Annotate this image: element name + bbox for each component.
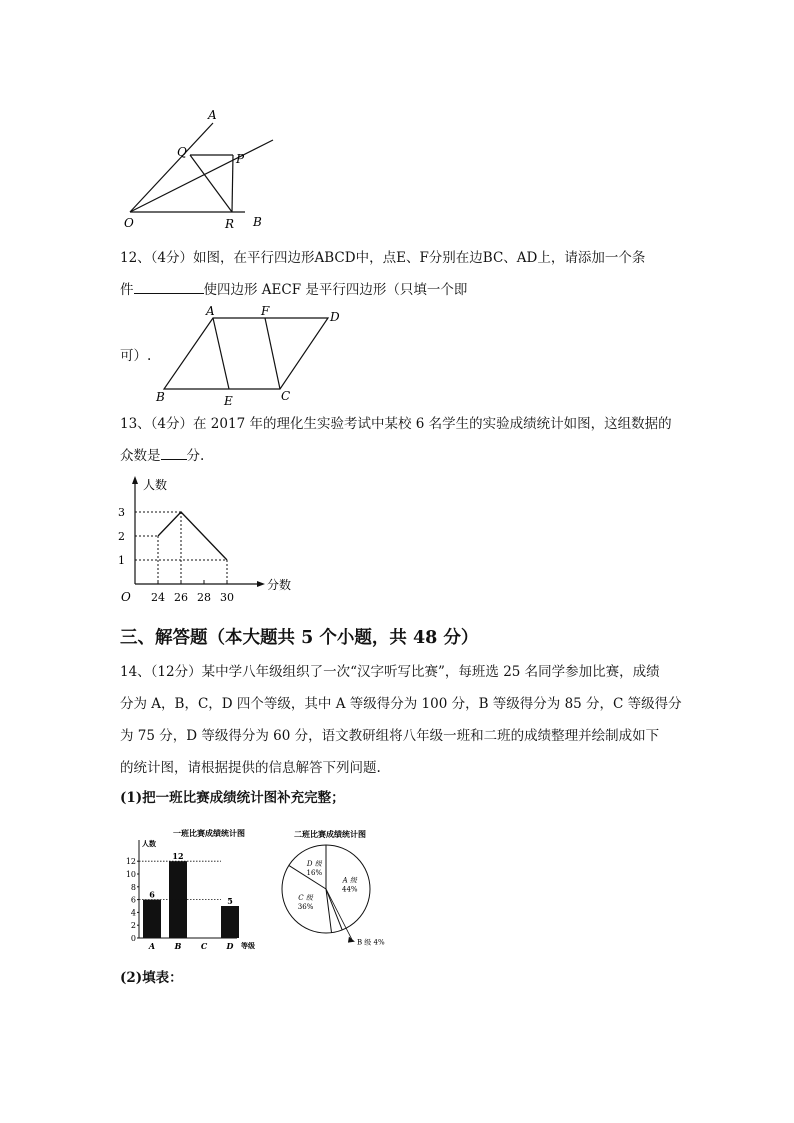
slice-c-percent: 36% <box>297 902 314 911</box>
parallelogram <box>164 318 328 389</box>
ray-oa <box>130 123 213 212</box>
segment-fc <box>265 318 280 389</box>
x-tick-label: 26 <box>174 591 188 604</box>
y-tick-label: 8 <box>130 882 136 892</box>
section-title: 三、解答题（本大题共 5 个小题，共 48 分） <box>120 628 479 648</box>
q13-line2-post: 分. <box>186 448 205 464</box>
x-tick-label: C <box>200 941 208 951</box>
slice-a-label: A 级 <box>342 876 357 885</box>
label-f: F <box>261 304 270 318</box>
slice-c-label: C 级 <box>298 893 313 902</box>
q14-line3: 为 75 分，D 等级得分为 60 分，语文教研组将八年级一班和二班的成绩整理并绘制成如下 <box>120 728 660 744</box>
y-axis-label: 人数 <box>143 478 168 492</box>
y-tick-label: 4 <box>130 908 136 918</box>
label-c: C <box>281 389 291 403</box>
x-tick-label: D <box>226 941 234 951</box>
label-d: D <box>330 310 340 324</box>
slice-d-percent: 16% <box>306 868 323 877</box>
q14-part1: (1)把一班比赛成绩统计图补充完整； <box>120 790 345 806</box>
y-axis-label: 人数 <box>142 839 156 848</box>
slice-a-percent: 44% <box>341 885 358 894</box>
y-axis-arrow <box>132 476 138 484</box>
callout-arrow <box>326 889 352 940</box>
callout-arrowhead <box>348 937 355 943</box>
y-tick-label: 3 <box>118 506 125 519</box>
q12-line3: 可）. <box>120 348 152 364</box>
q13-line1: 13、（4分）在 2017 年的理化生实验考试中某校 6 名学生的实验成绩统计如图，这组数据的 <box>120 416 672 432</box>
x-tick-label: 30 <box>220 591 234 604</box>
q14-line2: 分为 A，B，C，D 四个等级，其中 A 等级得分为 100 分，B 等级得分为 85 分，C 等级得分 <box>120 696 682 712</box>
figure-parallelogram-abcd <box>150 302 350 410</box>
slice-b-label: B 级 4% <box>356 938 385 946</box>
y-tick-label: 10 <box>125 870 136 879</box>
class2-pie-chart <box>278 826 393 946</box>
q13-answer-blank[interactable] <box>161 445 187 460</box>
slice-d-label: D 级 <box>306 859 322 868</box>
x-tick-label: B <box>174 941 182 951</box>
origin-label: O <box>121 590 131 604</box>
y-tick-label: 2 <box>130 921 136 931</box>
label-a: A <box>208 108 217 122</box>
segment-ae <box>213 318 229 389</box>
q13-line2-pre: 众数是 <box>120 448 161 464</box>
label-a: A <box>206 304 215 318</box>
label-q: Q <box>177 145 187 159</box>
bar-d <box>221 906 239 938</box>
x-tick-label: 28 <box>197 591 211 604</box>
y-tick-label: 2 <box>118 530 125 543</box>
label-o: O <box>124 216 134 230</box>
label-p: P <box>236 152 245 166</box>
q12-line1: 12、（4分）如图，在平行四边形ABCD中，点E、F分别在边BC、AD上，请添加一个条 <box>120 250 646 266</box>
x-axis-label: 分数 <box>267 578 292 592</box>
q12-answer-blank[interactable] <box>134 279 204 294</box>
line-op <box>130 140 273 212</box>
q14-line1: 14、（12分）某中学八年级组织了一次“汉字听写比赛”，每班选 25 名同学参加比赛，成绩 <box>120 664 660 680</box>
q14-part2: (2)填表： <box>120 970 183 986</box>
y-tick-label: 6 <box>130 895 136 905</box>
chart-title: 二班比赛成绩统计图 <box>294 829 366 839</box>
bar-a <box>143 900 161 938</box>
label-b: B <box>156 390 165 404</box>
y-tick-label: 0 <box>130 934 136 943</box>
bar-value-label: 5 <box>227 896 233 906</box>
figure-angle-opqr <box>115 105 275 235</box>
score-frequency-line-chart <box>115 473 305 608</box>
q12-line2-post: 使四边形 AECF 是平行四边形（只填一个即 <box>203 282 468 298</box>
label-r: R <box>225 217 235 231</box>
q13-line2 <box>120 445 204 466</box>
x-axis-label: 等级 <box>241 941 255 950</box>
q14-line4: 的统计图，请根据提供的信息解答下列问题. <box>120 760 381 776</box>
q12-line2-pre: 件 <box>120 282 134 298</box>
y-tick-label: 1 <box>118 554 125 567</box>
score-line <box>158 512 227 560</box>
label-b: B <box>253 215 262 229</box>
q12-line2 <box>120 279 467 300</box>
x-tick-label: A <box>148 941 156 951</box>
y-tick-label: 12 <box>125 857 136 867</box>
class1-bar-chart <box>117 826 272 954</box>
label-e: E <box>224 394 233 408</box>
x-tick-label: 24 <box>151 591 165 604</box>
bar-value-label: 6 <box>149 889 155 900</box>
x-axis-arrow <box>257 581 265 587</box>
chart-title: 一班比赛成绩统计图 <box>173 828 245 838</box>
segment-pr <box>232 155 233 212</box>
bar-value-label: 12 <box>172 851 184 862</box>
